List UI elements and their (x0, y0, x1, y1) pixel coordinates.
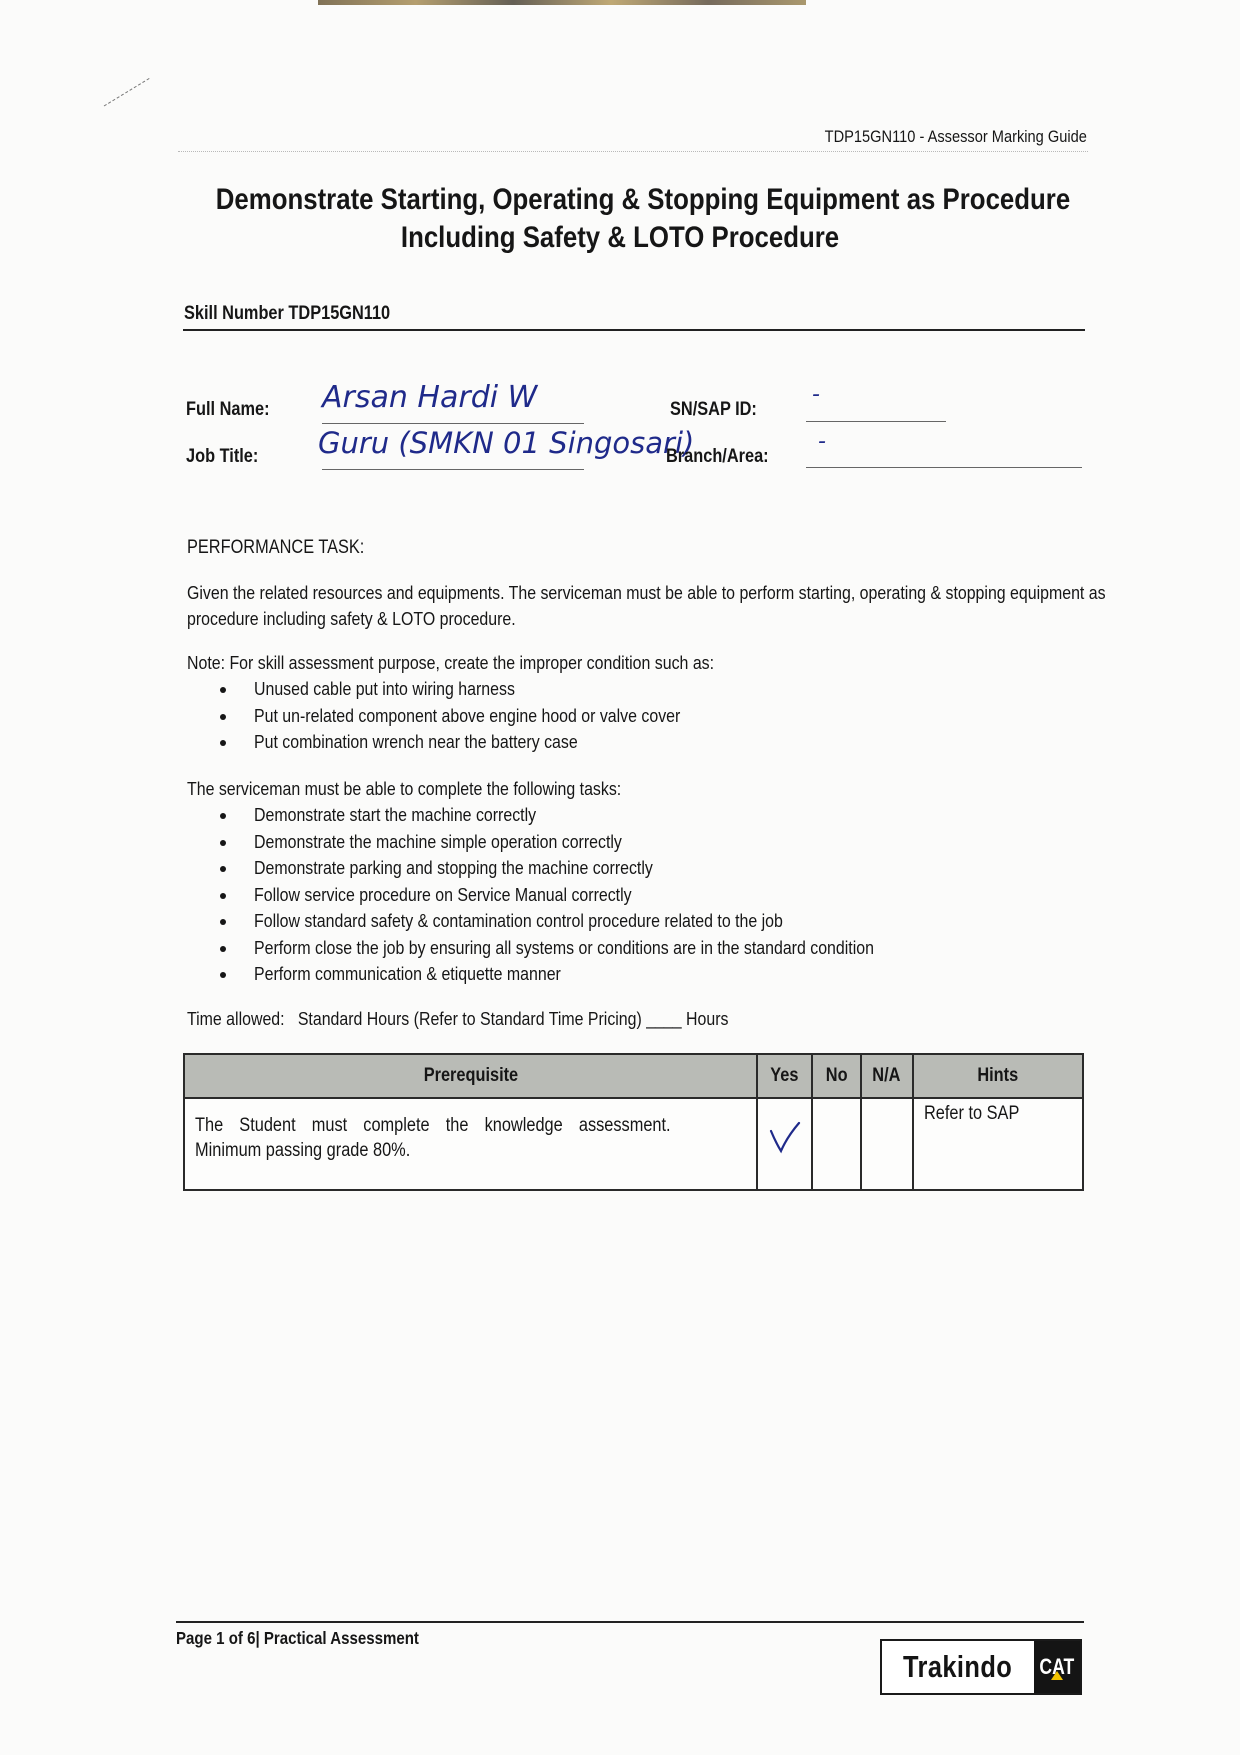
skill-number: Skill Number TDP15GN110 (184, 303, 391, 324)
job-title-field[interactable]: Guru (SMKN 01 Singosari) (318, 426, 695, 460)
bullet-icon (220, 866, 226, 872)
prerequisite-table (183, 1053, 1084, 1191)
tasks-intro-block (187, 776, 1177, 802)
bullet-icon (220, 919, 226, 925)
column-header-no: No (812, 1054, 860, 1098)
table-row (184, 1098, 1083, 1190)
no-checkbox-cell[interactable] (812, 1098, 860, 1190)
performance-task-heading: PERFORMANCE TASK: (187, 537, 365, 558)
bullet-icon (220, 972, 226, 978)
page-title-line-1: Demonstrate Starting, Operating & Stopping Equipment as Procedure (215, 183, 1071, 216)
footer-divider (176, 1621, 1084, 1623)
page-title-line-2: Including Safety & LOTO Procedure (400, 221, 840, 254)
time-allowed (187, 1006, 1177, 1032)
column-header-yes: Yes (757, 1054, 812, 1098)
sn-sap-id-label: SN/SAP ID: (670, 399, 757, 420)
column-header-hints: Hints (913, 1054, 1083, 1098)
job-title-label: Job Title: (186, 446, 259, 467)
checkmark-icon (765, 1117, 805, 1157)
intro-text: Given the related resources and equipments. The serviceman must be able to perform starting, operating & stopping equipment as procedure including safety & LOTO procedure. (187, 582, 1106, 629)
footer-page-info: Page 1 of 6| Practical Assessment (176, 1628, 419, 1648)
branch-area-label: Branch/Area: (666, 446, 769, 467)
yes-checkbox-cell[interactable] (757, 1098, 812, 1190)
prerequisite-cell: The Student must complete the knowledge assessment. Minimum passing grade 80%. (184, 1098, 757, 1190)
full-name-field[interactable]: Arsan Hardi W (322, 380, 538, 415)
skill-divider (183, 329, 1085, 331)
column-header-na: N/A (861, 1054, 913, 1098)
pen-stroke-mark (100, 72, 160, 112)
bullet-icon (220, 813, 226, 819)
na-checkbox-cell[interactable] (861, 1098, 913, 1190)
cat-triangle-icon (1051, 1671, 1063, 1680)
bullet-icon (220, 687, 226, 693)
table-header-row (184, 1054, 1083, 1098)
scan-edge-artifact (318, 0, 806, 5)
bullet-icon (220, 946, 226, 952)
branch-area-underline (806, 467, 1082, 468)
header-divider (178, 151, 1088, 152)
cat-badge-icon: CAT (1034, 1641, 1080, 1693)
full-name-underline (322, 423, 584, 424)
performance-task-intro (187, 580, 1177, 632)
hints-cell: Refer to SAP (913, 1098, 1083, 1190)
bullet-icon (220, 740, 226, 746)
page-title (150, 181, 1090, 257)
bullet-icon (220, 893, 226, 899)
document-header-title: TDP15GN110 - Assessor Marking Guide (824, 127, 1087, 146)
trakindo-cat-logo (880, 1639, 1082, 1695)
sn-sap-id-underline (806, 421, 946, 422)
note-text-block (187, 650, 1177, 676)
column-header-prerequisite: Prerequisite (184, 1054, 757, 1098)
time-allowed-text: Time allowed: Standard Hours (Refer to Standard Time Pricing) ____ Hours (187, 1008, 729, 1029)
sn-sap-id-field[interactable]: - (812, 382, 820, 407)
logo-wordmark: Trakindo (903, 1649, 1013, 1684)
bullet-icon (220, 840, 226, 846)
note-text: Note: For skill assessment purpose, create the improper condition such as: (187, 652, 715, 673)
branch-area-field[interactable]: - (818, 429, 826, 454)
bullet-icon (220, 714, 226, 720)
job-title-underline (322, 469, 584, 470)
full-name-label: Full Name: (186, 399, 270, 420)
tasks-intro-text: The serviceman must be able to complete the following tasks: (187, 778, 622, 799)
